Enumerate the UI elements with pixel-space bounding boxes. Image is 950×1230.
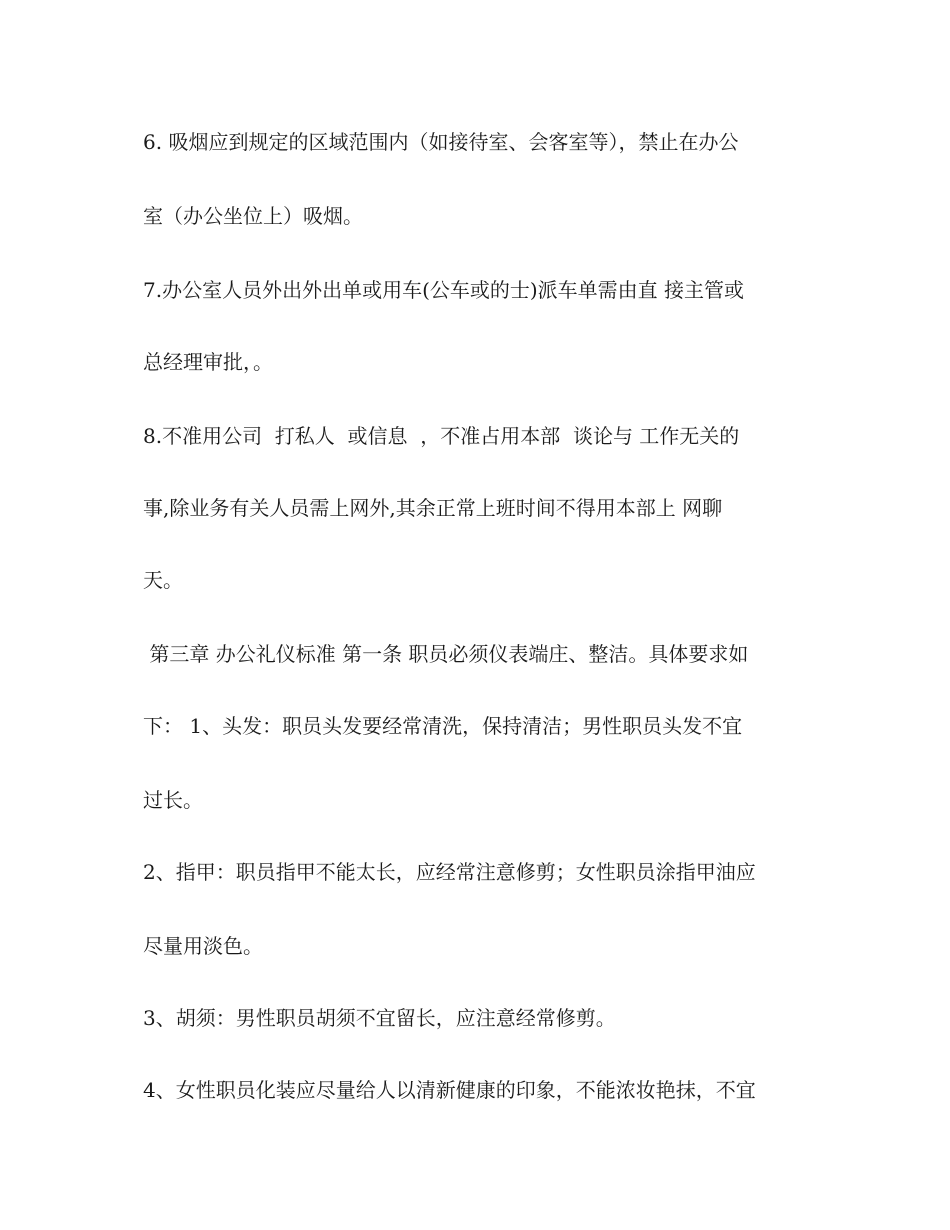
text-line-beard: 3、胡须：男性职员胡须不宜留长，应注意经常修剪。 xyxy=(143,1006,616,1030)
text-line-rule-7b: 总经理审批，。 xyxy=(143,350,273,374)
text-line-makeup: 4、女性职员化装应尽量给人以清新健康的印象，不能浓妆艳抹，不宜 xyxy=(143,1078,756,1102)
text-line-rule-8b: 事,除业务有关人员需上网外,其余正常上班时间不得用本部上 网聊 xyxy=(143,496,723,520)
text-line-rule-6b: 室（办公坐位上）吸烟。 xyxy=(143,204,363,228)
text-line-nails-a: 2、指甲：职员指甲不能太长，应经常注意修剪；女性职员涂指甲油应 xyxy=(143,860,756,884)
text-line-hair-a: 下： 1、头发：职员头发要经常清洗，保持清洁；男性职员头发不宜 xyxy=(143,714,743,738)
text-line-hair-b: 过长。 xyxy=(143,788,203,812)
text-line-nails-b: 尽量用淡色。 xyxy=(143,934,263,958)
text-line-rule-8a: 8.不准用公司 打私人 或信息 ，不准占用本部 谈论与 工作无关的 xyxy=(143,424,740,448)
text-line-rule-7a: 7.办公室人员外出外出单或用车(公车或的士)派车单需由直 接主管或 xyxy=(143,278,745,302)
text-line-rule-6a: 6. 吸烟应到规定的区域范围内（如接待室、会客室等），禁止在办公 xyxy=(143,130,739,154)
text-line-rule-8c: 天。 xyxy=(143,568,183,592)
text-line-chapter-3-heading: 第三章 办公礼仪标准 第一条 职员必须仪表端庄、整洁。具体要求如 xyxy=(143,642,749,666)
